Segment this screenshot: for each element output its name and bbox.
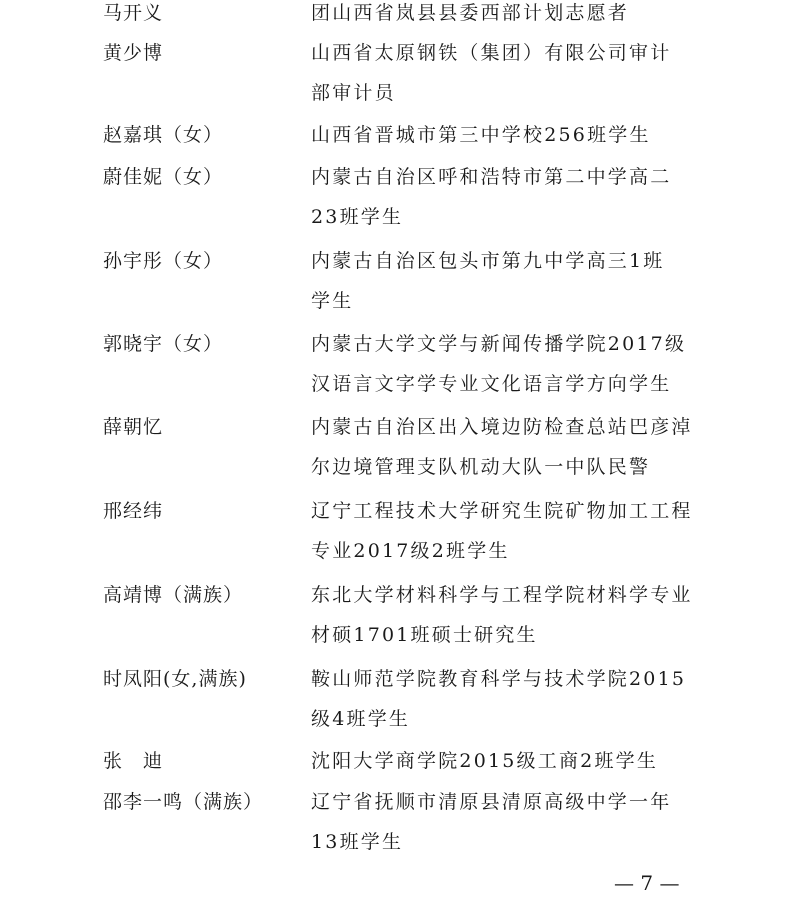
- person-name: 时凤阳(女,满族): [103, 668, 247, 690]
- person-name: 蔚佳妮（女）: [103, 166, 224, 188]
- person-name: 黄少博: [103, 42, 164, 64]
- person-name: 邢经纬: [103, 500, 164, 522]
- person-affiliation: 山西省晋城市第三中学校256班学生: [311, 124, 651, 146]
- person-name: 张 迪: [103, 750, 164, 772]
- person-name: 邵李一鸣（满族）: [103, 791, 264, 813]
- person-name: 孙宇彤（女）: [103, 250, 224, 272]
- person-affiliation: 辽宁省抚顺市清原县清原高级中学一年 13班学生: [311, 791, 672, 853]
- person-name: 赵嘉琪（女）: [103, 124, 224, 146]
- person-affiliation: 辽宁工程技术大学研究生院矿物加工工程 专业2017级2班学生: [311, 500, 693, 562]
- person-affiliation: 沈阳大学商学院2015级工商2班学生: [311, 750, 659, 772]
- person-affiliation: 内蒙古自治区出入境边防检查总站巴彦淖 尔边境管理支队机动大队一中队民警: [311, 416, 693, 478]
- person-name: 高靖博（满族）: [103, 584, 244, 606]
- person-affiliation: 山西省太原钢铁（集团）有限公司审计 部审计员: [311, 42, 672, 104]
- person-name: 薛朝忆: [103, 416, 164, 438]
- person-affiliation: 内蒙古自治区呼和浩特市第二中学高二 23班学生: [311, 166, 672, 228]
- person-affiliation: 团山西省岚县县委西部计划志愿者: [311, 2, 630, 24]
- page-number: — 7 —: [614, 871, 680, 895]
- person-name: 郭晓宇（女）: [103, 333, 224, 355]
- person-affiliation: 内蒙古自治区包头市第九中学高三1班 学生: [311, 250, 665, 312]
- person-affiliation: 鞍山师范学院教育科学与技术学院2015 级4班学生: [311, 668, 687, 730]
- person-name: 马开义: [103, 2, 164, 24]
- person-affiliation: 内蒙古大学文学与新闻传播学院2017级 汉语言文字学专业文化语言学方向学生: [311, 333, 687, 395]
- person-affiliation: 东北大学材料科学与工程学院材料学专业 材硕1701班硕士研究生: [311, 584, 693, 646]
